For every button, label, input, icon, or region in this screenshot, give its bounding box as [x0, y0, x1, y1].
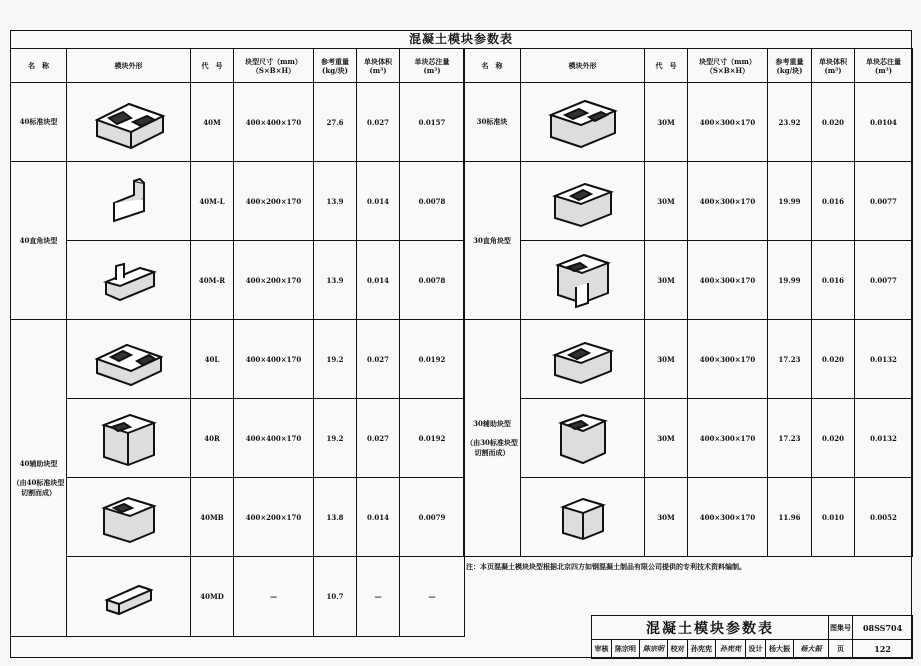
volume-cell: 0.014: [357, 162, 400, 241]
fill-cell: 0.0104: [855, 83, 913, 162]
group-name: [11, 83, 67, 162]
header-shape: 模块外形: [521, 49, 645, 83]
fill-cell: 0.0079: [400, 478, 465, 557]
code-cell: 30M: [645, 162, 688, 241]
fill-cell: 0.0157: [400, 83, 465, 162]
block-shape-icon: [67, 162, 191, 241]
size-cell: 400×300×170: [688, 320, 768, 399]
weight-cell: 19.99: [768, 162, 812, 241]
table-row: [11, 478, 465, 557]
group-name-label: 40标准块型: [19, 117, 58, 126]
title-block-title: 混凝土模块参数表: [592, 616, 829, 640]
table-row: [11, 241, 465, 320]
header-weight: [768, 49, 812, 83]
code-cell: 40MB: [191, 478, 234, 557]
group-name: [11, 162, 67, 320]
header-shape: 模块外形: [67, 49, 191, 83]
header-fill-unit: (m³): [874, 65, 893, 75]
checker-name: 孙宪宪: [688, 640, 716, 659]
group-name: [464, 320, 521, 557]
right-parameter-table: [463, 48, 913, 557]
header-weight-unit: (kg/块): [776, 65, 803, 75]
code-cell: 40M-R: [191, 241, 234, 320]
volume-cell: 0.027: [357, 320, 400, 399]
fill-cell: 0.0078: [400, 241, 465, 320]
fill-cell: 0.0077: [855, 162, 913, 241]
code-cell: 30M: [645, 478, 688, 557]
size-cell: 400×400×170: [234, 83, 314, 162]
size-cell: 400×400×170: [234, 399, 314, 478]
header-size-label: 块型尺寸（mm）: [245, 56, 302, 66]
header-volume-label: 单块体积: [364, 56, 392, 66]
block-shape-icon: [67, 320, 191, 399]
table-row: [464, 241, 913, 320]
header-code: 代 号: [645, 49, 688, 83]
group-name-label: 40直角块型: [19, 235, 58, 245]
weight-cell: 13.9: [314, 241, 357, 320]
size-cell: 400×200×170: [234, 478, 314, 557]
table-row: [11, 162, 465, 241]
footnote: 注：本页混凝土模块块型根据北京四方如钢混凝土制品有限公司提供的专利技术资料编制。: [466, 562, 746, 571]
atlas-label: 图集号: [829, 616, 853, 640]
header-name: 名 称: [11, 49, 67, 83]
weight-cell: 19.2: [314, 399, 357, 478]
volume-cell: 0.016: [812, 162, 855, 241]
fill-cell: —: [400, 557, 465, 637]
title-block: [591, 615, 913, 659]
table-row: [11, 83, 465, 162]
size-cell: 400×300×170: [688, 241, 768, 320]
volume-cell: 0.020: [812, 399, 855, 478]
header-fill: [855, 49, 913, 83]
volume-cell: 0.014: [357, 241, 400, 320]
review-label: 审核: [592, 640, 612, 659]
code-cell: 40R: [191, 399, 234, 478]
fill-cell: 0.0132: [855, 399, 913, 478]
code-cell: 30M: [645, 241, 688, 320]
code-cell: 30M: [645, 399, 688, 478]
table-row: [11, 320, 465, 399]
header-volume-unit: (m³): [369, 65, 387, 75]
left-parameter-table: [10, 48, 465, 637]
volume-cell: 0.016: [812, 241, 855, 320]
size-cell: 400×200×170: [234, 162, 314, 241]
block-shape-icon: [521, 399, 645, 478]
size-cell: 400×300×170: [688, 399, 768, 478]
group-name-label: 40辅助块型: [19, 458, 58, 468]
designer-name: 杨大振: [766, 640, 794, 659]
fill-cell: 0.0192: [400, 399, 465, 478]
group-name: [464, 162, 521, 320]
table-row: [11, 399, 465, 478]
page-title: 混凝土模块参数表: [408, 32, 513, 46]
group-name-sub: （由30标准块型切割而成）: [466, 437, 518, 457]
checker-signature: 孙宪宪: [716, 640, 746, 659]
group-name: [11, 320, 67, 637]
fill-cell: 0.0078: [400, 162, 465, 241]
volume-cell: 0.027: [357, 83, 400, 162]
fill-cell: 0.0077: [855, 241, 913, 320]
weight-cell: 27.6: [314, 83, 357, 162]
reviewer-name: 陈宗明: [612, 640, 640, 659]
block-shape-icon: [521, 83, 645, 162]
header-volume: [812, 49, 855, 83]
table-row: [464, 399, 913, 478]
group-name-label: 30辅助块型: [473, 418, 511, 428]
header-volume: [357, 49, 400, 83]
block-shape-icon: [67, 557, 191, 637]
header-name: 名 称: [464, 49, 521, 83]
group-name-label: 30直角块型: [473, 235, 511, 245]
design-label: 设计: [746, 640, 766, 659]
check-label: 校对: [668, 640, 688, 659]
group-name: [464, 83, 521, 162]
reviewer-signature: 陈宗明: [640, 640, 668, 659]
table-row: [11, 557, 465, 637]
header-size-sub: （S×B×H）: [251, 65, 296, 75]
fill-cell: 0.0052: [855, 478, 913, 557]
weight-cell: 10.7: [314, 557, 357, 637]
weight-cell: 11.96: [768, 478, 812, 557]
header-weight-label: 参考重量: [775, 56, 804, 66]
code-cell: 30M: [645, 320, 688, 399]
size-cell: 400×200×170: [234, 241, 314, 320]
fill-cell: 0.0192: [400, 320, 465, 399]
block-shape-icon: [67, 478, 191, 557]
weight-cell: 17.23: [768, 399, 812, 478]
header-weight-unit: (kg/块): [322, 65, 348, 75]
header-fill-label: 单块芯注量: [866, 56, 901, 66]
volume-cell: 0.020: [812, 320, 855, 399]
header-fill-label: 单块芯注量: [414, 56, 450, 66]
table-row: [464, 320, 913, 399]
size-cell: 400×300×170: [688, 478, 768, 557]
fill-cell: 0.0132: [855, 320, 913, 399]
block-shape-icon: [67, 399, 191, 478]
code-cell: 40M: [191, 83, 234, 162]
block-shape-icon: [521, 241, 645, 320]
table-row: [464, 162, 913, 241]
header-size: [688, 49, 768, 83]
volume-cell: 0.020: [812, 83, 855, 162]
weight-cell: 17.23: [768, 320, 812, 399]
volume-cell: —: [357, 557, 400, 637]
code-cell: 40L: [191, 320, 234, 399]
block-shape-icon: [67, 241, 191, 320]
block-shape-icon: [521, 320, 645, 399]
header-code: 代 号: [191, 49, 234, 83]
header-size-label: 块型尺寸（mm）: [699, 56, 756, 66]
block-shape-icon: [521, 162, 645, 241]
size-cell: 400×300×170: [688, 162, 768, 241]
weight-cell: 13.8: [314, 478, 357, 557]
block-shape-icon: [521, 478, 645, 557]
group-name-label: 30标准块: [476, 117, 508, 126]
code-cell: 30M: [645, 83, 688, 162]
atlas-number: 08SS704: [853, 616, 913, 640]
weight-cell: 13.9: [314, 162, 357, 241]
group-name-sub: （由40标准块型切割而成）: [12, 477, 65, 497]
table-row: [464, 83, 913, 162]
page-number: 122: [853, 640, 913, 659]
code-cell: 40M-L: [191, 162, 234, 241]
header-volume-unit: (m³): [824, 65, 842, 75]
weight-cell: 19.99: [768, 241, 812, 320]
code-cell: 40MD: [191, 557, 234, 637]
header-volume-label: 单块体积: [819, 56, 847, 66]
weight-cell: 19.2: [314, 320, 357, 399]
block-shape-icon: [67, 83, 191, 162]
page-label: 页: [829, 640, 853, 659]
volume-cell: 0.027: [357, 399, 400, 478]
size-cell: —: [234, 557, 314, 637]
volume-cell: 0.010: [812, 478, 855, 557]
header-fill-unit: (m³): [423, 65, 441, 75]
header-weight: [314, 49, 357, 83]
weight-cell: 23.92: [768, 83, 812, 162]
header-fill: [400, 49, 465, 83]
header-size-sub: （S×B×H）: [705, 65, 750, 75]
size-cell: 400×400×170: [234, 320, 314, 399]
header-weight-label: 参考重量: [321, 56, 349, 66]
volume-cell: 0.014: [357, 478, 400, 557]
size-cell: 400×300×170: [688, 83, 768, 162]
table-row: [464, 478, 913, 557]
designer-signature: 杨大振: [794, 640, 829, 659]
header-size: [234, 49, 314, 83]
